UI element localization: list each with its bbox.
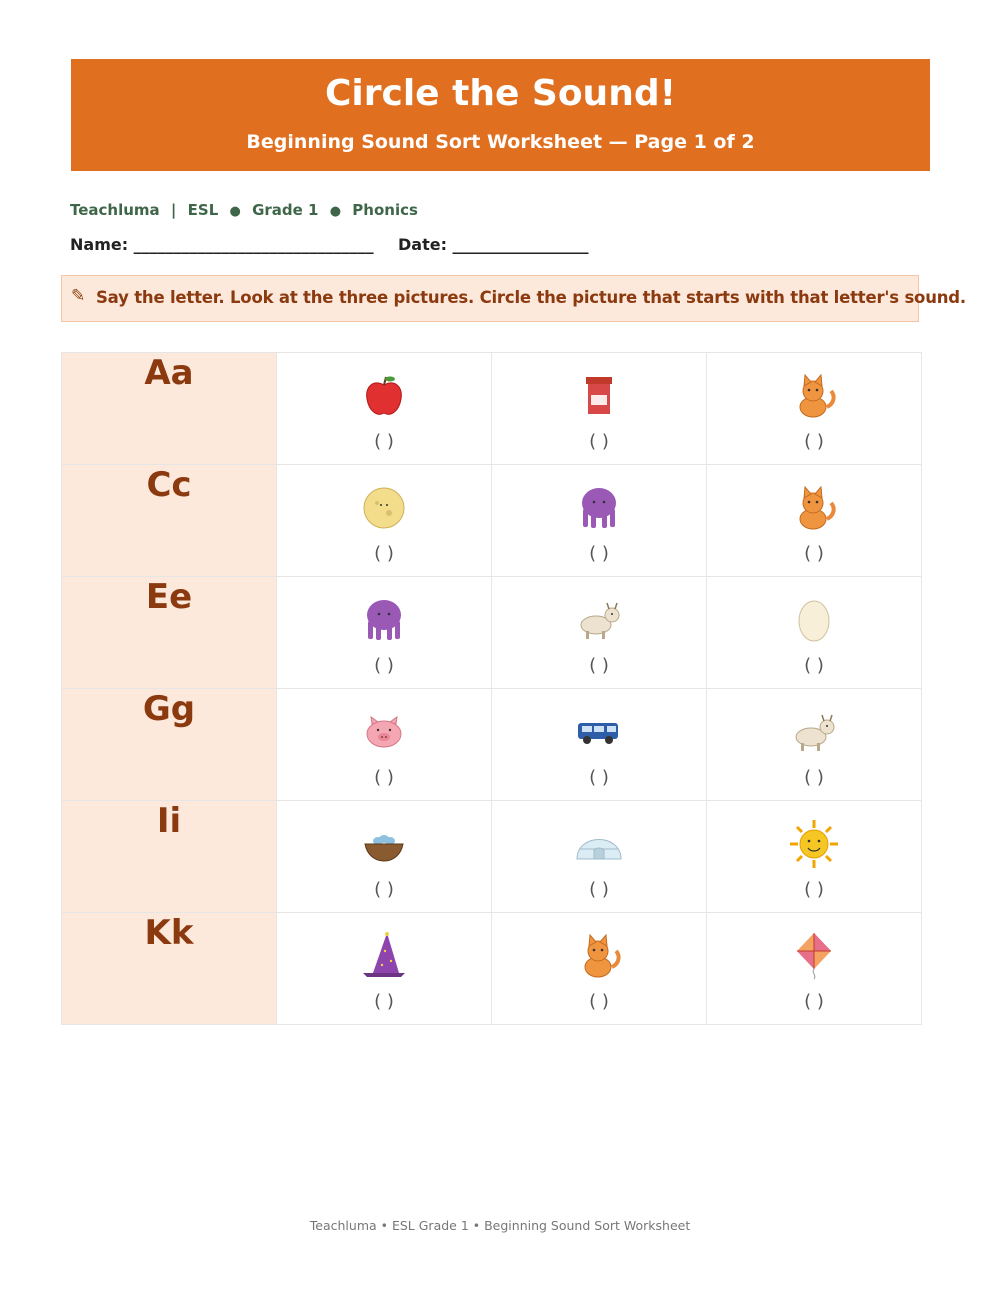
letter-cell: Ii xyxy=(62,801,277,913)
circle-answer-blank[interactable]: ( ) xyxy=(589,991,609,1012)
circle-answer-blank[interactable]: ( ) xyxy=(804,879,824,900)
letter-cell: Gg xyxy=(62,689,277,801)
name-field[interactable]: Name: ______________________________ xyxy=(70,235,374,254)
page-title: Circle the Sound! xyxy=(324,73,677,114)
meta-grade: Grade 1 xyxy=(252,201,319,219)
letter-cell: Kk xyxy=(62,913,277,1025)
title-banner xyxy=(71,59,930,171)
picture-choice[interactable] xyxy=(277,465,492,577)
circle-answer-blank[interactable]: ( ) xyxy=(804,431,824,452)
picture-choice[interactable] xyxy=(707,801,922,913)
picture-choice[interactable] xyxy=(492,353,707,465)
egg-icon xyxy=(789,595,839,645)
pig-icon xyxy=(359,707,409,757)
picture-choice[interactable] xyxy=(277,577,492,689)
picture-choice[interactable] xyxy=(707,465,922,577)
circle-answer-blank[interactable]: ( ) xyxy=(589,655,609,676)
letter-cell: Aa xyxy=(62,353,277,465)
student-fields xyxy=(70,235,589,254)
meta-topic: Phonics xyxy=(352,201,418,219)
picture-choice[interactable] xyxy=(277,801,492,913)
instruction-box xyxy=(61,275,966,322)
van-icon xyxy=(574,707,624,757)
picture-choice[interactable] xyxy=(707,353,922,465)
circle-answer-blank[interactable]: ( ) xyxy=(374,767,394,788)
meta-dot: ● xyxy=(229,204,241,219)
moon-icon xyxy=(359,483,409,533)
wizard-hat-icon xyxy=(359,931,409,981)
igloo-icon xyxy=(574,819,624,869)
page-footer: Teachluma • ESL Grade 1 • Beginning Sound Sort Worksheet xyxy=(309,1218,691,1233)
sound-sort-table xyxy=(61,352,922,1025)
circle-answer-blank[interactable]: ( ) xyxy=(804,991,824,1012)
circle-answer-blank[interactable]: ( ) xyxy=(589,431,609,452)
meta-separator: | xyxy=(170,201,177,219)
picture-choice[interactable] xyxy=(707,689,922,801)
circle-answer-blank[interactable]: ( ) xyxy=(374,879,394,900)
letter-cell: Cc xyxy=(62,465,277,577)
picture-choice[interactable] xyxy=(707,577,922,689)
letter-cell: Ee xyxy=(62,577,277,689)
circle-answer-blank[interactable]: ( ) xyxy=(589,879,609,900)
apple-icon xyxy=(359,371,409,421)
circle-answer-blank[interactable]: ( ) xyxy=(589,767,609,788)
octopus-icon xyxy=(359,595,409,645)
circle-answer-blank[interactable]: ( ) xyxy=(374,991,394,1012)
picture-choice[interactable] xyxy=(277,913,492,1025)
cat-icon xyxy=(574,931,624,981)
goat-icon xyxy=(789,707,839,757)
instruction-text: Say the letter. Look at the three pictures. Circle the picture that starts with that letter's sound. xyxy=(96,288,966,307)
circle-answer-blank[interactable]: ( ) xyxy=(374,543,394,564)
meta-subject: ESL xyxy=(187,201,219,219)
picture-choice[interactable] xyxy=(492,801,707,913)
table-row xyxy=(62,913,922,1025)
circle-answer-blank[interactable]: ( ) xyxy=(589,543,609,564)
date-field[interactable]: Date: _________________ xyxy=(398,235,589,254)
table-row xyxy=(62,465,922,577)
table-row xyxy=(62,353,922,465)
goat-icon xyxy=(574,595,624,645)
table-row xyxy=(62,689,922,801)
cat-icon xyxy=(789,483,839,533)
table-row xyxy=(62,577,922,689)
sun-icon xyxy=(789,819,839,869)
cat-icon xyxy=(789,371,839,421)
worksheet-meta xyxy=(70,201,424,219)
picture-choice[interactable] xyxy=(707,913,922,1025)
brand-name: Teachluma xyxy=(70,201,160,219)
pencil-icon: ✎ xyxy=(71,286,86,305)
picture-choice[interactable] xyxy=(492,577,707,689)
picture-choice[interactable] xyxy=(277,353,492,465)
circle-answer-blank[interactable]: ( ) xyxy=(374,655,394,676)
circle-answer-blank[interactable]: ( ) xyxy=(804,543,824,564)
octopus-icon xyxy=(574,483,624,533)
circle-answer-blank[interactable]: ( ) xyxy=(374,431,394,452)
circle-answer-blank[interactable]: ( ) xyxy=(804,655,824,676)
table-row xyxy=(62,801,922,913)
picture-choice[interactable] xyxy=(492,465,707,577)
picture-choice[interactable] xyxy=(492,689,707,801)
kite-icon xyxy=(789,931,839,981)
circle-answer-blank[interactable]: ( ) xyxy=(804,767,824,788)
picture-choice[interactable] xyxy=(492,913,707,1025)
page-subtitle: Beginning Sound Sort Worksheet — Page 1 of 2 xyxy=(246,131,755,153)
nest-icon xyxy=(359,819,409,869)
meta-dot: ● xyxy=(329,204,342,219)
picture-choice[interactable] xyxy=(277,689,492,801)
jam-jar-icon xyxy=(574,371,624,421)
